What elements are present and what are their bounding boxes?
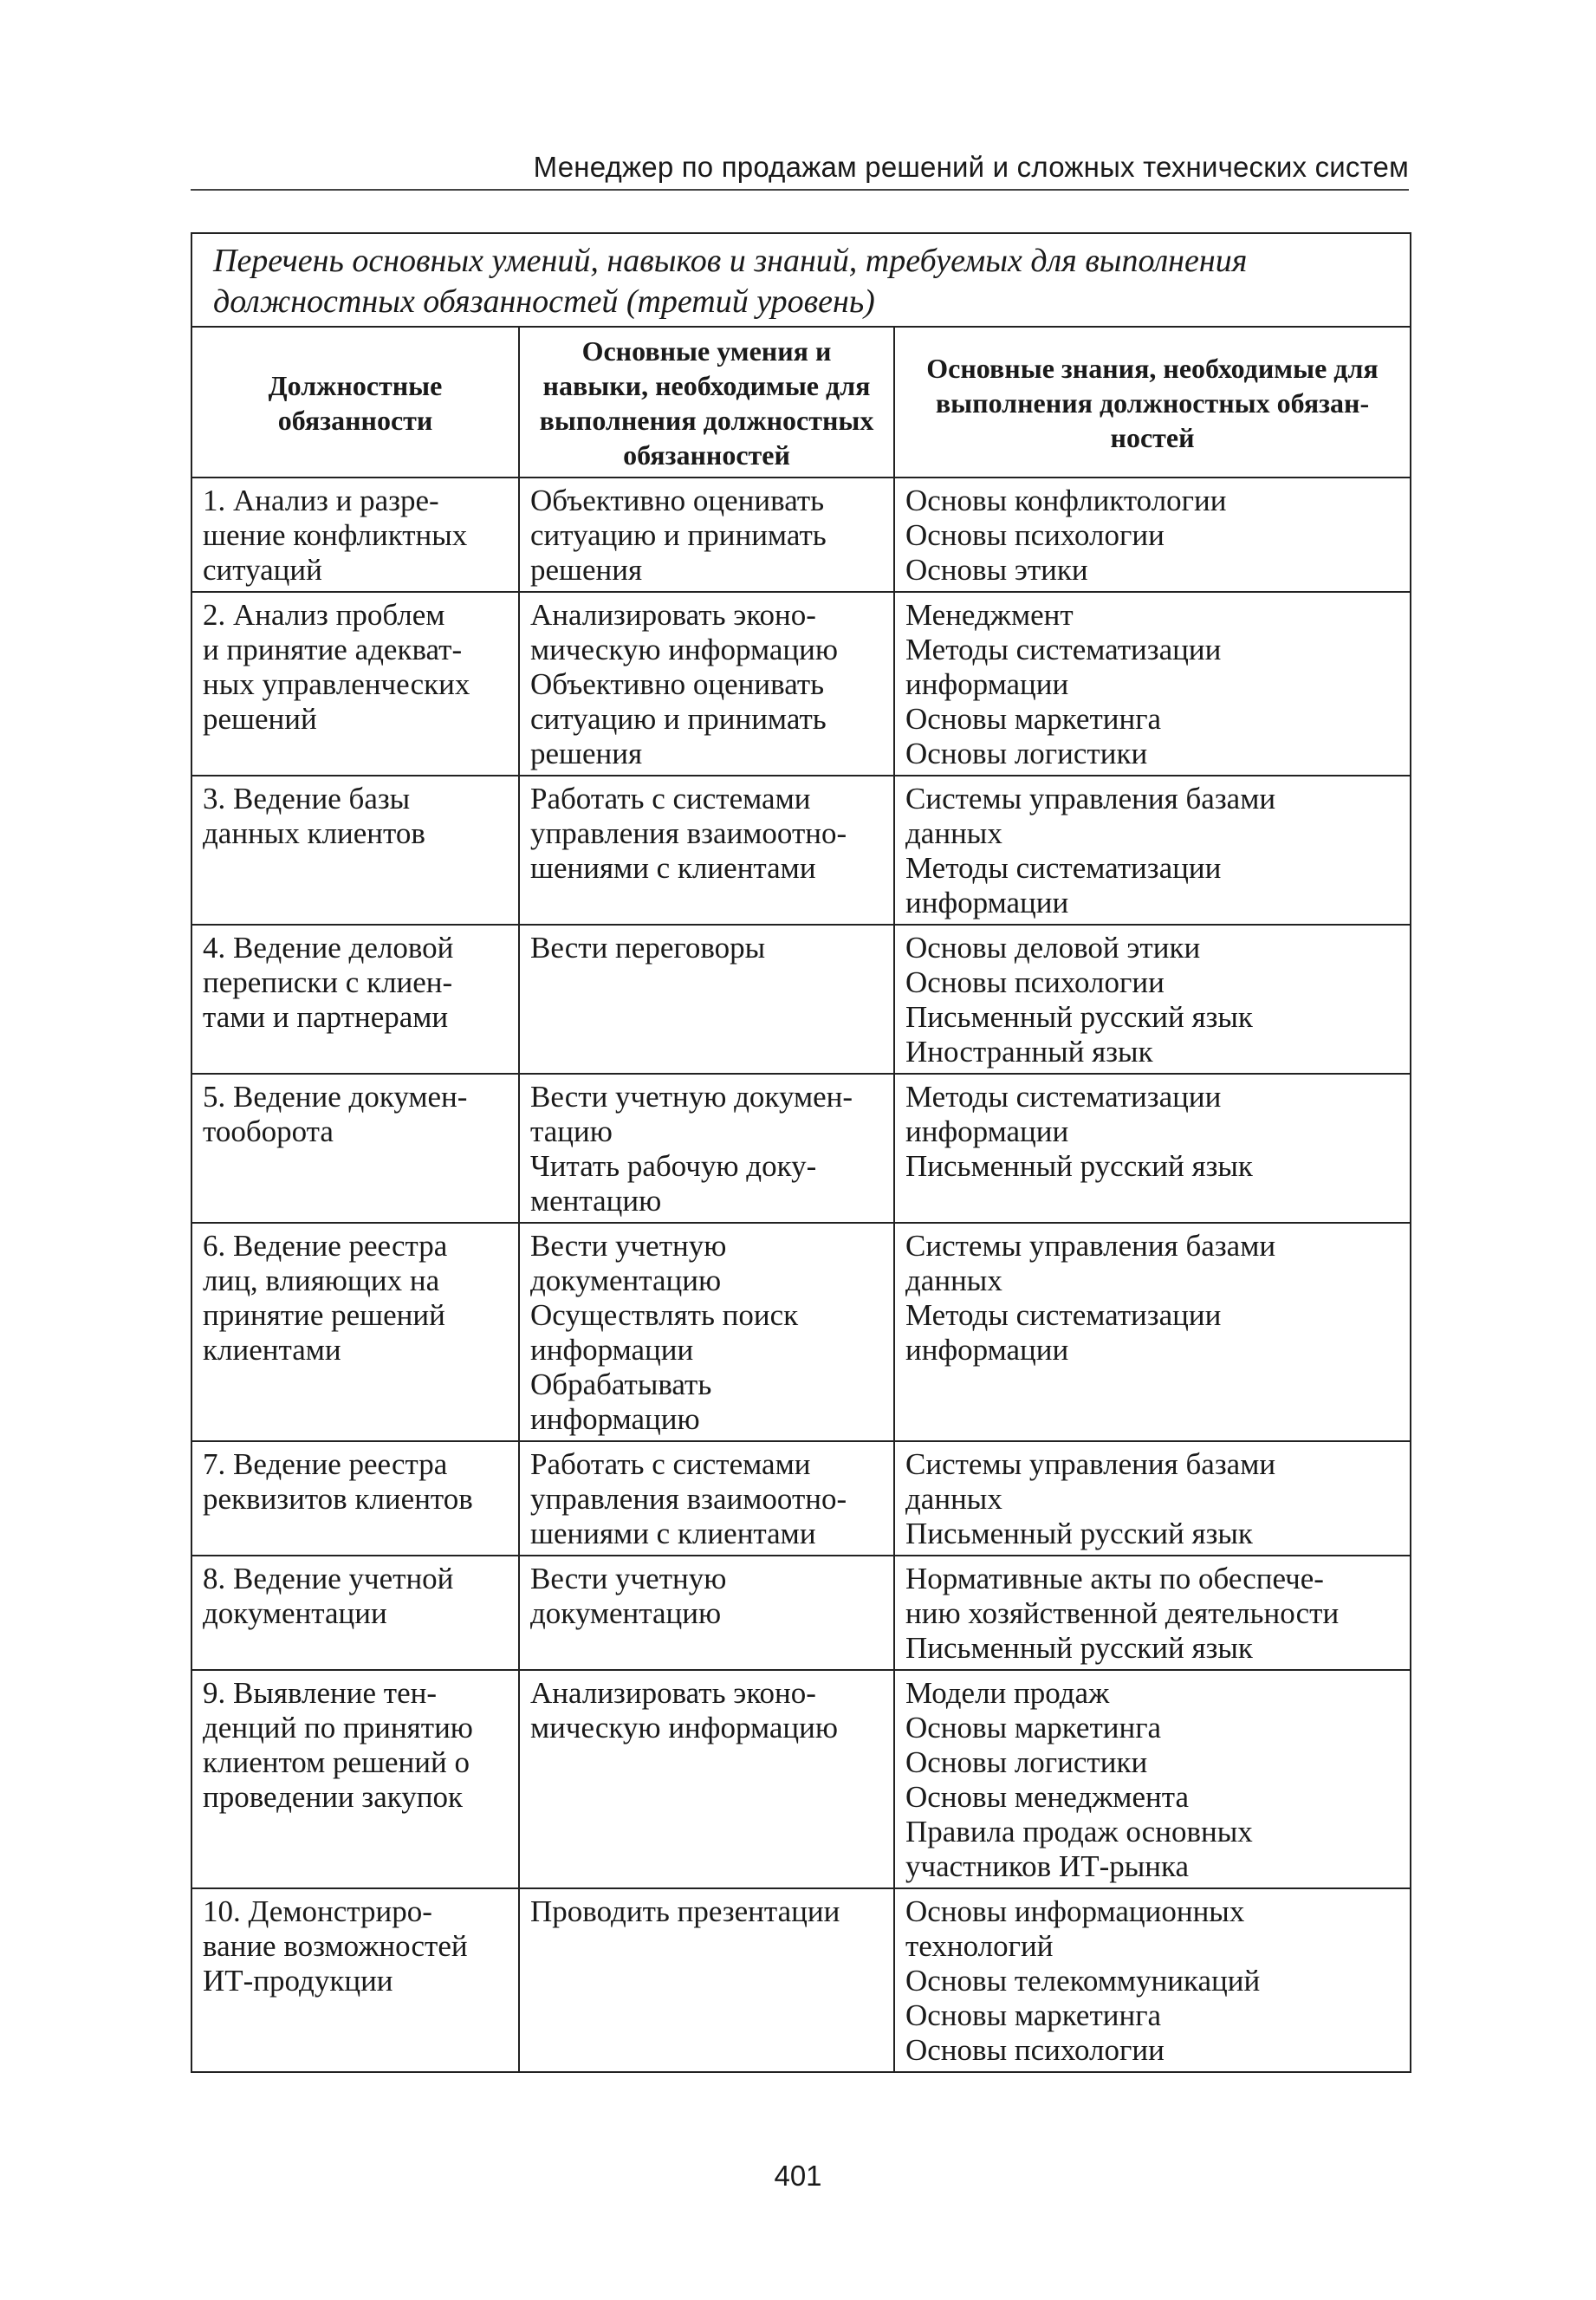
cell-line: информации: [530, 1333, 694, 1367]
cell-line: Вести учетную докумен-: [530, 1080, 853, 1114]
duty-cell: [191, 776, 519, 925]
cell-line: 9. Выявление тен-: [203, 1676, 437, 1710]
cell-line: Основы психологии: [905, 518, 1165, 552]
cell-line: технологий: [905, 1929, 1054, 1963]
caption-line: должностных обязанностей (третий уровень): [213, 283, 875, 320]
cell-line: денций по принятию: [203, 1711, 473, 1744]
cell-line: Объективно оценивать: [530, 484, 825, 517]
skills-cell: [519, 776, 894, 925]
cell-line: лиц, влияющих на: [203, 1264, 440, 1297]
table-row: [191, 1223, 1411, 1441]
skills-cell: [519, 592, 894, 776]
cell-line: проведении закупок: [203, 1780, 464, 1814]
header-line: Должностные: [268, 370, 443, 401]
cell-line: нию хозяйственной деятельности: [905, 1596, 1340, 1630]
cell-line: Основы деловой этики: [905, 931, 1201, 965]
cell-line: 5. Ведение докумен-: [203, 1080, 468, 1114]
cell-line: Проводить презентации: [530, 1894, 840, 1928]
cell-line: Объективно оценивать: [530, 667, 825, 701]
knowledge-cell: [894, 1556, 1411, 1670]
table-row: [191, 592, 1411, 776]
cell-line: Письменный русский язык: [905, 1517, 1253, 1550]
table-row: [191, 1441, 1411, 1556]
skills-cell: [519, 1556, 894, 1670]
cell-line: информации: [905, 886, 1069, 919]
cell-line: реквизитов клиентов: [203, 1482, 473, 1516]
cell-line: Вести учетную: [530, 1562, 727, 1595]
cell-line: ментацию: [530, 1184, 662, 1218]
cell-line: клиентами: [203, 1333, 341, 1367]
cell-line: Письменный русский язык: [905, 1000, 1253, 1034]
cell-line: 3. Ведение базы: [203, 782, 411, 815]
duty-cell: [191, 1074, 519, 1223]
cell-line: Вести учетную: [530, 1229, 727, 1263]
cell-line: ИТ-продукции: [203, 1964, 393, 1998]
column-header-skills: [519, 327, 894, 478]
cell-line: Методы систематизации: [905, 633, 1222, 666]
header-line: Основные знания, необходимые для: [926, 353, 1379, 384]
cell-line: 1. Анализ и разре-: [203, 484, 439, 517]
cell-line: Основы маркетинга: [905, 702, 1162, 736]
header-line: ностей: [1110, 422, 1195, 453]
knowledge-cell: [894, 1074, 1411, 1223]
cell-line: Письменный русский язык: [905, 1631, 1253, 1665]
cell-line: Основы этики: [905, 553, 1088, 587]
header-line: выполнения должностных: [539, 405, 874, 436]
cell-line: Методы систематизации: [905, 1298, 1222, 1332]
knowledge-cell: [894, 1441, 1411, 1556]
cell-line: Основы психологии: [905, 965, 1165, 999]
duty-cell: [191, 1556, 519, 1670]
cell-line: шениями с клиентами: [530, 851, 816, 885]
cell-line: Основы конфликтологии: [905, 484, 1227, 517]
column-header-duties: [191, 327, 519, 478]
cell-line: Основы логистики: [905, 1745, 1148, 1779]
cell-line: ситуаций: [203, 553, 322, 587]
skills-cell: [519, 1888, 894, 2072]
cell-line: тацию: [530, 1114, 613, 1148]
cell-line: информации: [905, 1333, 1069, 1367]
table-row: [191, 1556, 1411, 1670]
cell-line: документацию: [530, 1264, 722, 1297]
cell-line: ситуацию и принимать: [530, 518, 827, 552]
cell-line: данных: [905, 1482, 1002, 1516]
cell-line: Менеджмент: [905, 598, 1074, 632]
header-line: Основные умения и: [581, 335, 832, 367]
cell-line: Системы управления базами: [905, 782, 1276, 815]
cell-line: 7. Ведение реестра: [203, 1447, 448, 1481]
cell-line: принятие решений: [203, 1298, 445, 1332]
cell-line: Обрабатывать: [530, 1368, 712, 1401]
cell-line: документации: [203, 1596, 387, 1630]
skills-cell: [519, 1223, 894, 1441]
cell-line: Анализировать эконо-: [530, 598, 816, 632]
cell-line: данных: [905, 816, 1002, 850]
cell-line: решения: [530, 553, 643, 587]
duty-cell: [191, 925, 519, 1074]
cell-line: Вести переговоры: [530, 931, 766, 965]
header-line: обязанностей: [623, 439, 790, 471]
cell-line: Письменный русский язык: [905, 1149, 1253, 1183]
knowledge-cell: [894, 592, 1411, 776]
cell-line: управления взаимоотно-: [530, 1482, 847, 1516]
cell-line: Основы телекоммуникаций: [905, 1964, 1261, 1998]
page-number: 401: [774, 2160, 822, 2192]
table-row: [191, 478, 1411, 592]
skills-cell: [519, 1074, 894, 1223]
duty-cell: [191, 592, 519, 776]
table-row: [191, 1888, 1411, 2072]
cell-line: ных управленческих: [203, 667, 470, 701]
cell-line: управления взаимоотно-: [530, 816, 847, 850]
cell-line: шение конфликтных: [203, 518, 468, 552]
knowledge-cell: [894, 925, 1411, 1074]
cell-line: и принятие адекват-: [203, 633, 463, 666]
requirements-table: [191, 232, 1411, 2073]
cell-line: информации: [905, 667, 1069, 701]
running-header: Менеджер по продажам решений и сложных технических систем: [533, 151, 1409, 183]
table-row: [191, 776, 1411, 925]
cell-line: Основы информационных: [905, 1894, 1245, 1928]
cell-line: данных: [905, 1264, 1002, 1297]
header-rule: [191, 189, 1409, 191]
cell-line: Иностранный язык: [905, 1035, 1153, 1069]
cell-line: Работать с системами: [530, 1447, 811, 1481]
duty-cell: [191, 1223, 519, 1441]
cell-line: 10. Демонстриро-: [203, 1894, 432, 1928]
header-line: выполнения должностных обязан-: [935, 387, 1370, 419]
cell-line: 8. Ведение учетной: [203, 1562, 454, 1595]
cell-line: Методы систематизации: [905, 1080, 1222, 1114]
skills-cell: [519, 1441, 894, 1556]
cell-line: информации: [905, 1114, 1069, 1148]
cell-line: Работать с системами: [530, 782, 811, 815]
duty-cell: [191, 1888, 519, 2072]
header-line: навыки, необходимые для: [542, 370, 871, 401]
cell-line: мическую информацию: [530, 633, 838, 666]
cell-line: информацию: [530, 1402, 700, 1436]
cell-line: Анализировать эконо-: [530, 1676, 816, 1710]
cell-line: шениями с клиентами: [530, 1517, 816, 1550]
table-body: [191, 478, 1411, 2072]
duty-cell: [191, 1441, 519, 1556]
cell-line: Модели продаж: [905, 1676, 1110, 1710]
cell-line: Нормативные акты по обеспече-: [905, 1562, 1324, 1595]
knowledge-cell: [894, 478, 1411, 592]
caption-line: Перечень основных умений, навыков и знаний, требуемых для выполнения: [213, 243, 1248, 279]
cell-line: клиентом решений о: [203, 1745, 470, 1779]
header-line: обязанности: [277, 405, 433, 436]
cell-line: решений: [203, 702, 317, 736]
table-row: [191, 1670, 1411, 1888]
table-row: [191, 925, 1411, 1074]
duty-cell: [191, 478, 519, 592]
cell-line: ситуацию и принимать: [530, 702, 827, 736]
skills-cell: [519, 478, 894, 592]
table-row: [191, 1074, 1411, 1223]
cell-line: Правила продаж основных: [905, 1815, 1253, 1848]
cell-line: Основы маркетинга: [905, 1998, 1162, 2032]
table-caption: [191, 233, 1411, 327]
cell-line: данных клиентов: [203, 816, 425, 850]
cell-line: 4. Ведение деловой: [203, 931, 454, 965]
column-header-knowledge: [894, 327, 1411, 478]
cell-line: Основы менеджмента: [905, 1780, 1189, 1814]
cell-line: Системы управления базами: [905, 1447, 1276, 1481]
knowledge-cell: [894, 776, 1411, 925]
cell-line: Основы логистики: [905, 737, 1148, 770]
cell-line: тами и партнерами: [203, 1000, 449, 1034]
cell-line: мическую информацию: [530, 1711, 838, 1744]
skills-cell: [519, 1670, 894, 1888]
knowledge-cell: [894, 1888, 1411, 2072]
cell-line: Основы маркетинга: [905, 1711, 1162, 1744]
cell-line: Читать рабочую доку-: [530, 1149, 817, 1183]
knowledge-cell: [894, 1223, 1411, 1441]
duty-cell: [191, 1670, 519, 1888]
cell-line: вание возможностей: [203, 1929, 468, 1963]
cell-line: 6. Ведение реестра: [203, 1229, 448, 1263]
cell-line: переписки с клиен-: [203, 965, 453, 999]
cell-line: Основы психологии: [905, 2033, 1165, 2067]
cell-line: 2. Анализ проблем: [203, 598, 445, 632]
skills-cell: [519, 925, 894, 1074]
cell-line: документацию: [530, 1596, 722, 1630]
cell-line: участников ИТ-рынка: [905, 1849, 1189, 1883]
cell-line: Методы систематизации: [905, 851, 1222, 885]
cell-line: тооборота: [203, 1114, 334, 1148]
cell-line: Осуществлять поиск: [530, 1298, 799, 1332]
cell-line: решения: [530, 737, 643, 770]
knowledge-cell: [894, 1670, 1411, 1888]
cell-line: Системы управления базами: [905, 1229, 1276, 1263]
